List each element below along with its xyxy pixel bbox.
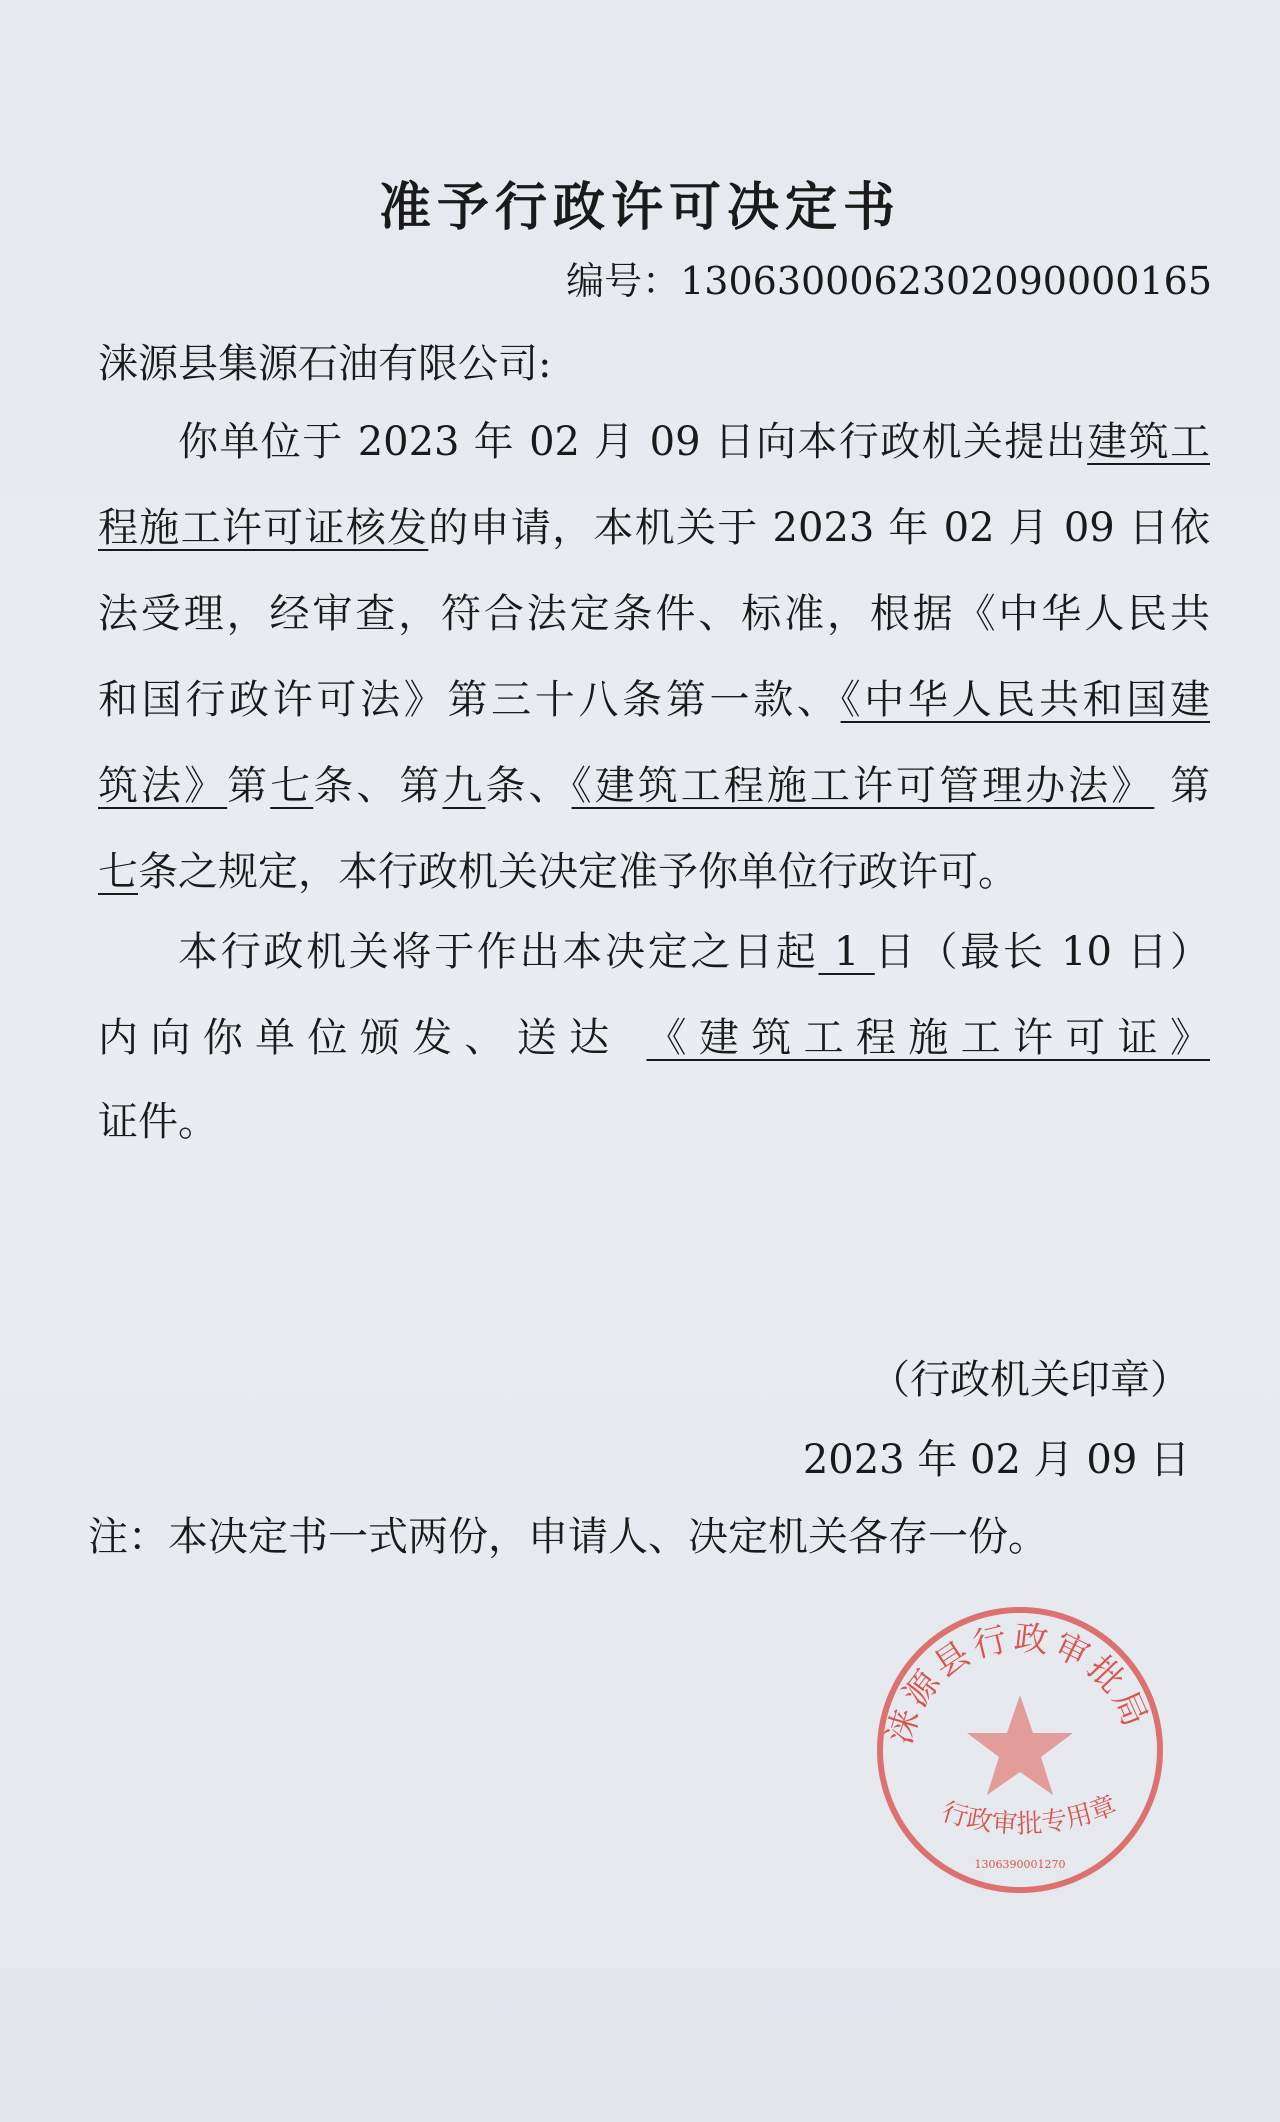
addressee: 涞源县集源石油有限公司: <box>98 341 552 387</box>
text-line <box>178 412 1210 472</box>
underlined-text: 建筑工 <box>1087 419 1210 465</box>
text-line <box>98 1092 1210 1152</box>
text-line <box>98 842 1210 902</box>
footnote: 注：本决定书一式两份，申请人、决定机关各存一份。 <box>88 1514 1048 1560</box>
star-icon <box>967 1695 1073 1795</box>
stamp-code: 1306390001270 <box>974 1858 1066 1871</box>
underlined-text: 筑法》 <box>98 763 228 809</box>
text-line <box>98 1008 1210 1068</box>
text-segment: 证件。 <box>98 1099 218 1145</box>
text-line <box>98 756 1210 816</box>
text-segment: 第 <box>227 763 271 809</box>
underlined-text: 九 <box>442 763 486 809</box>
seal-label: （行政机关印章） <box>870 1357 1190 1403</box>
text-segment: 和国行政许可法》第三十八条第一款、 <box>98 677 841 723</box>
stamp-bottom-text: 行政审批专用章 <box>938 1790 1121 1840</box>
text-segment: 的申请，本机关于 2023 年 02 月 09 日依 <box>428 505 1210 551</box>
text-segment: 你单位于 2023 年 02 月 09 日向本行政机关提出 <box>178 419 1088 465</box>
text-segment: 条、 <box>485 763 572 809</box>
underlined-text: 七 <box>270 763 314 809</box>
doc-no-label: 编号： <box>566 259 681 303</box>
text-segment: 条、第 <box>313 763 443 809</box>
underlined-text: 《中华人民共和国建 <box>840 677 1211 723</box>
text-segment: 法受理，经审查，符合法定条件、标准，根据《中华人民共 <box>98 591 1210 637</box>
text-segment: 条之规定，本行政机关决定准予你单位行政许可。 <box>138 849 1018 895</box>
text-line <box>178 922 1210 982</box>
doc-no-value: 1306300062302090000165 <box>680 259 1212 303</box>
document-title: 准予行政许可决定书 <box>378 177 901 238</box>
underlined-text: 《建筑工程施工许可证》 <box>646 1015 1210 1061</box>
underlined-text: 1 <box>818 929 875 975</box>
text-line <box>98 498 1210 558</box>
underlined-text: 《建筑工程施工许可管理办法》 <box>571 763 1155 809</box>
text-segment: 本行政机关将于作出本决定之日起 <box>178 929 819 975</box>
document-number <box>566 250 1212 305</box>
text-line <box>98 584 1210 644</box>
decision-date: 2023 年 02 月 09 日 <box>802 1437 1190 1483</box>
underlined-text: 程施工许可证核发 <box>98 505 429 551</box>
official-seal <box>870 1600 1170 1900</box>
text-segment: 第 <box>1154 763 1211 809</box>
stamp-top-text: 涞源县行政审批局 <box>879 1617 1157 1749</box>
text-segment: 内向你单位颁发、送达 <box>98 1015 647 1061</box>
text-segment: 日（最长 10 日） <box>874 929 1211 975</box>
underlined-text: 七 <box>98 849 138 895</box>
text-line <box>98 670 1210 730</box>
